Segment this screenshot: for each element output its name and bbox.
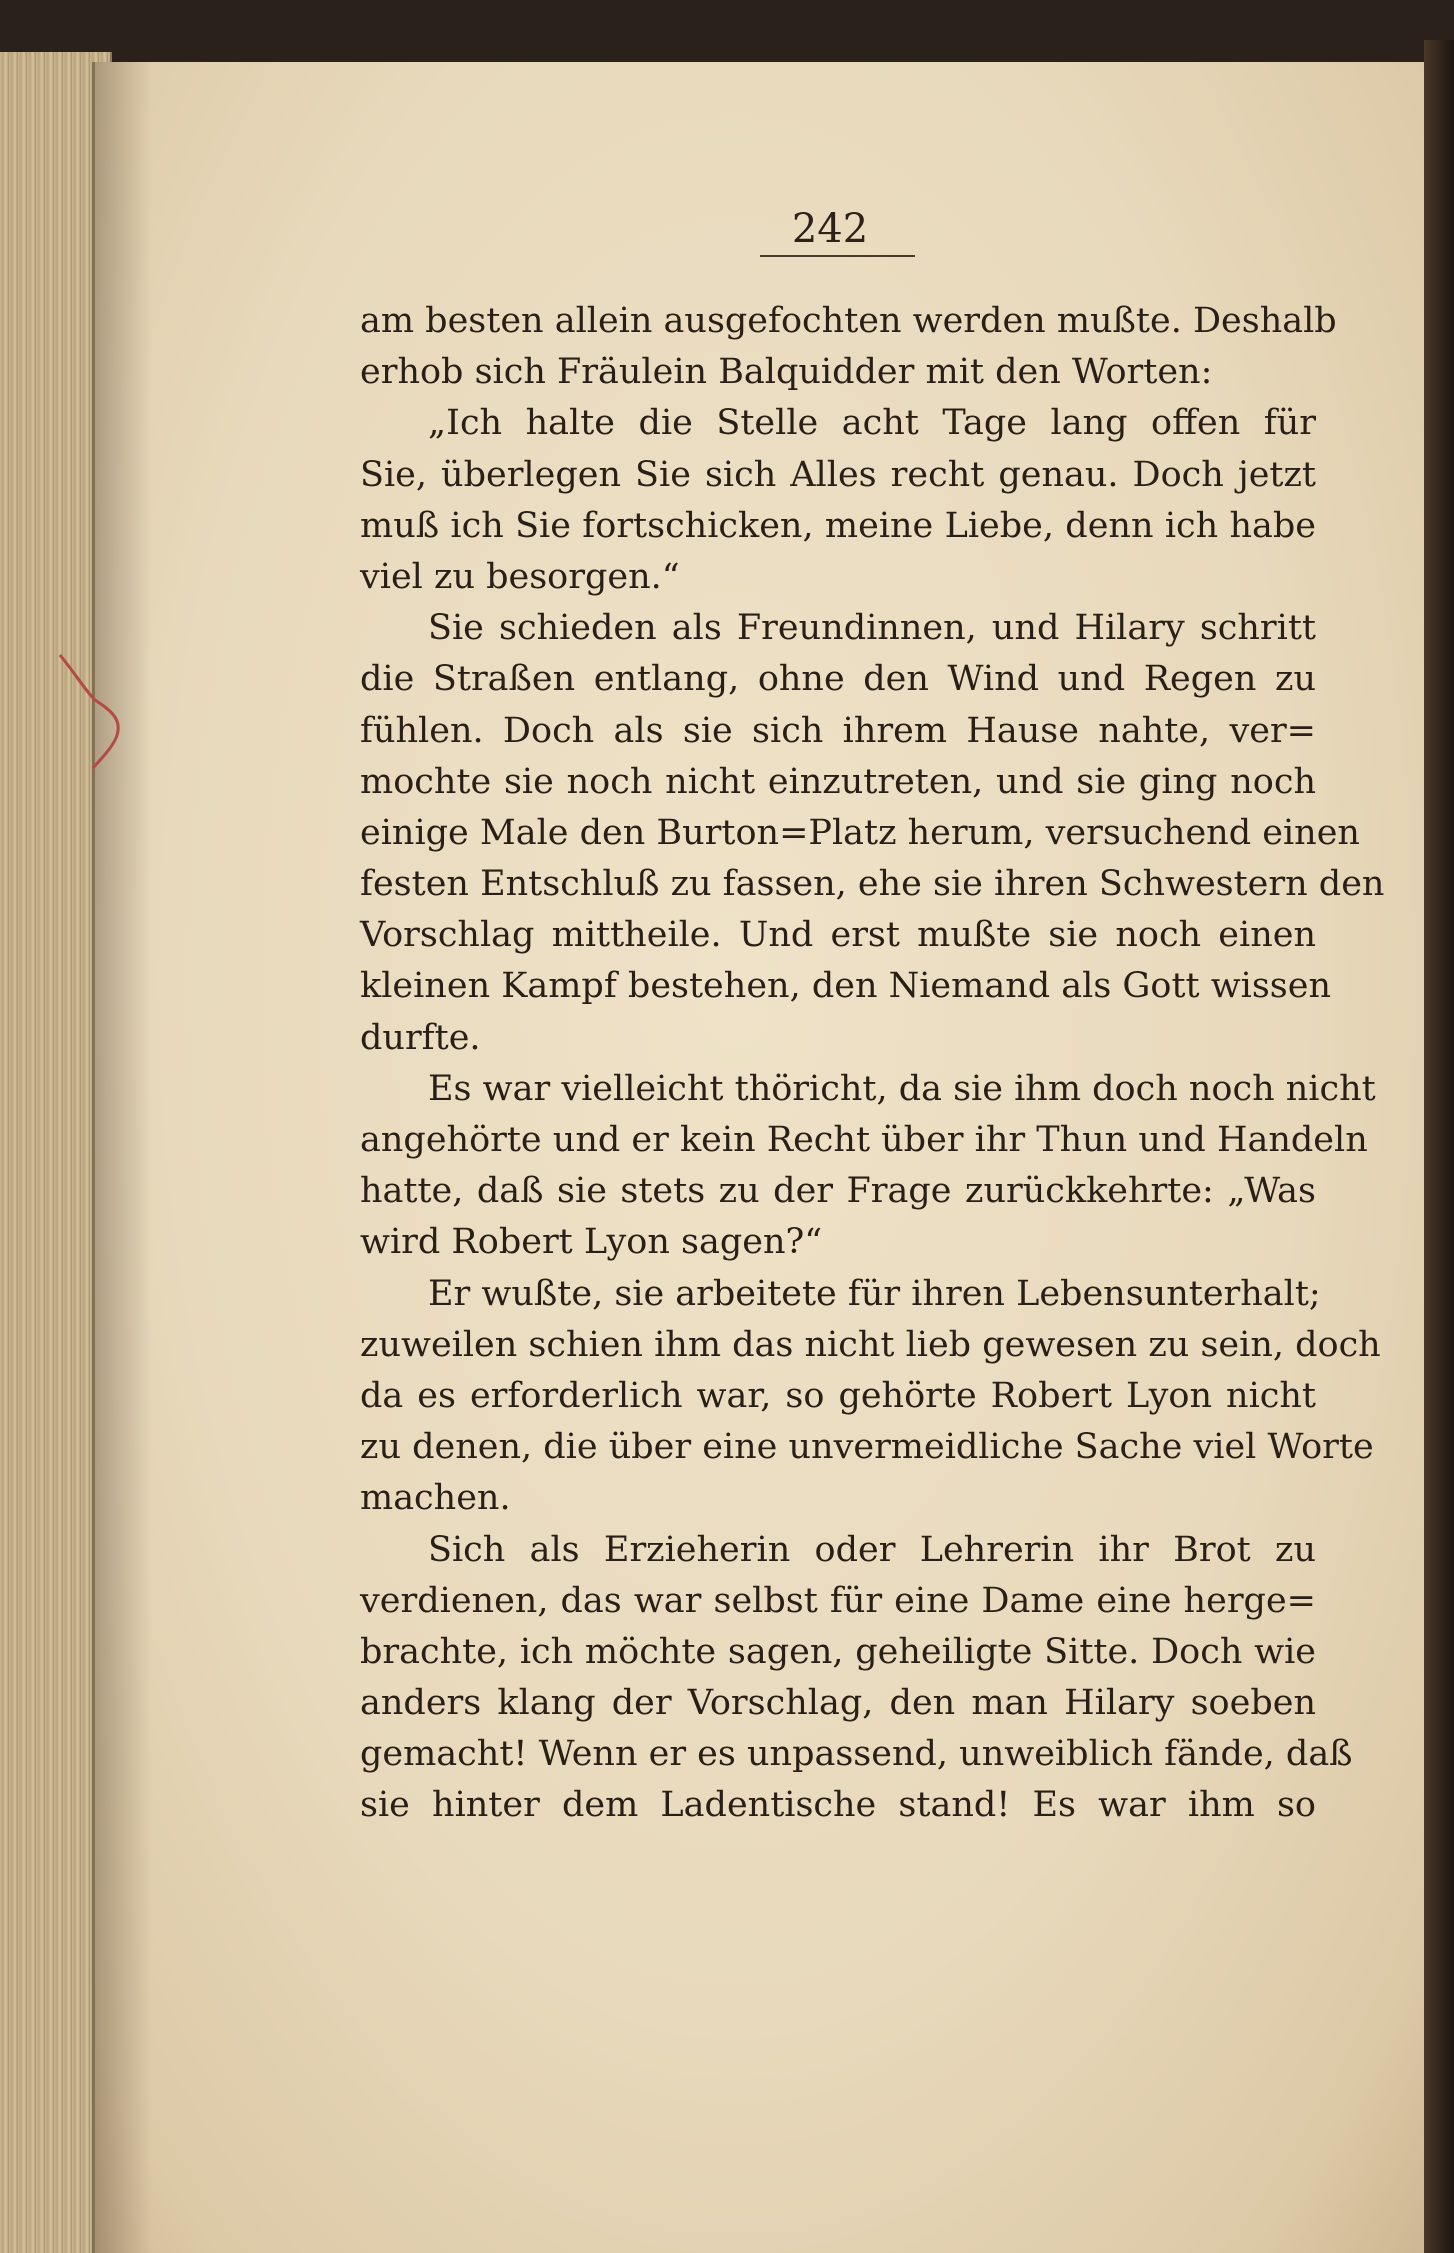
text-line: Sie schieden als Freundinnen, und Hilary schritt [428,608,1316,649]
text-line: da es erforderlich war, so gehörte Robert Lyon nicht [360,1375,1316,1416]
text-line: die Straßen entlang, ohne den Wind und Regen zu [360,659,1316,700]
book-cover-edge [1424,40,1454,2253]
text-line: angehörte und er kein Recht über ihr Thun und Handeln [360,1120,1368,1160]
text-line: durfte. [360,1017,481,1058]
text-line: muß ich Sie fortschicken, meine Liebe, denn ich habe [360,505,1316,546]
text-line: verdienen, das war selbst für eine Dame eine herge= [360,1580,1316,1621]
text-line: anders klang der Vorschlag, den man Hilary soeben [360,1683,1316,1724]
red-thread-mark [55,650,135,770]
text-line: festen Entschluß zu fassen, ehe sie ihren Schwestern den [360,864,1385,905]
text-line: Er wußte, sie arbeitete für ihren Lebensunterhalt; [428,1273,1321,1314]
text-line: am besten allein ausgefochten werden mußte. Deshalb [360,301,1337,341]
text-line: zuweilen schien ihm das nicht lieb gewesen zu sein, doch [360,1324,1381,1365]
text-line: gemacht! Wenn er es unpassend, unweiblich fände, daß [360,1734,1353,1775]
text-line: sie hinter dem Ladentische stand! Es war ihm so [360,1785,1316,1826]
text-line: hatte, daß sie stets zu der Frage zurückkehrte: „Was [360,1171,1316,1212]
text-line: zu denen, die über eine unvermeidliche Sache viel Worte [360,1427,1374,1468]
text-line: viel zu besorgen.“ [360,556,680,597]
text-line: fühlen. Doch als sie sich ihrem Hause nahte, ver= [360,710,1316,751]
text-line: kleinen Kampf bestehen, den Niemand als Gott wissen [360,966,1332,1007]
text-line: Sie, überlegen Sie sich Alles recht genau. Doch jetzt [360,454,1316,495]
body-text [360,296,1385,1832]
text-line: Sich als Erzieherin oder Lehrerin ihr Brot zu [428,1529,1316,1570]
gutter-shadow [92,62,152,2253]
text-line: machen. [360,1478,511,1519]
text-line: einige Male den Burton=Platz herum, versuchend einen [360,812,1360,853]
text-line: brachte, ich möchte sagen, geheiligte Sitte. Doch wie [360,1631,1316,1672]
text-line: Es war vielleicht thöricht, da sie ihm doch noch nicht [428,1068,1376,1109]
text-line: mochte sie noch nicht einzutreten, und sie ging noch [360,761,1316,802]
text-line: „Ich halte die Stelle acht Tage lang offen für [428,403,1316,444]
page-number: 242 [791,206,869,252]
page-number-rule [760,255,915,257]
text-line: wird Robert Lyon sagen?“ [360,1222,823,1263]
text-line: Vorschlag mittheile. Und erst mußte sie noch einen [360,915,1316,956]
text-line: erhob sich Fräulein Balquidder mit den Worten: [360,352,1213,393]
